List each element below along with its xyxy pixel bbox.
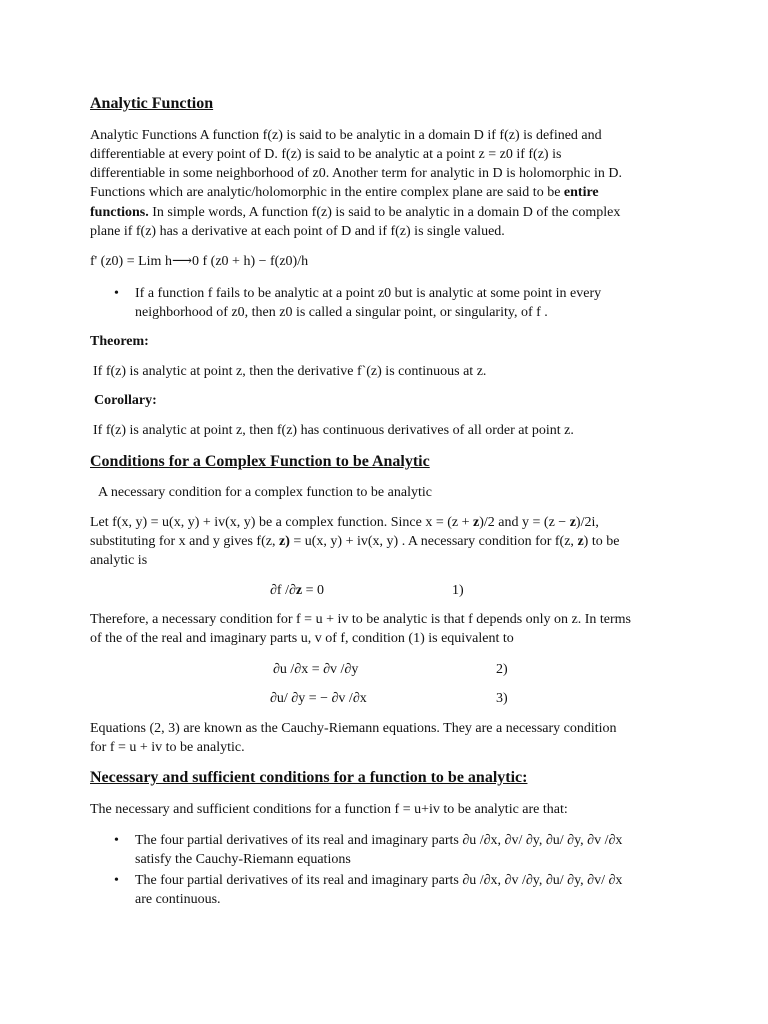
equation-1-number: 1) — [452, 583, 464, 598]
bold-z: z — [569, 515, 576, 530]
paragraph-line: Equations (2, 3) are known as the Cauchy-Riemann equations. They are a necessary condition — [90, 721, 617, 736]
text-span: = u(x, y) + iv(x, y) . A necessary condition for f(z, — [289, 534, 578, 549]
paragraph-line — [90, 513, 599, 532]
paragraph-line: Therefore, a necessary condition for f = u + iv to be analytic is that f depends only on z. In terms — [90, 612, 632, 627]
bullet-icon: • — [114, 286, 119, 301]
paragraph-line: plane if f(z) has a derivative at each point of D and if f(z) is single valued. — [90, 224, 505, 239]
bold-z: z — [295, 583, 303, 598]
text-span: )/2i, — [575, 515, 599, 530]
bullet-icon: • — [114, 833, 119, 848]
equation-3: ∂u/ ∂y = − ∂v /∂x — [270, 691, 367, 706]
bullet-line: The four partial derivatives of its real and imaginary parts ∂u /∂x, ∂v /∂y, ∂u/ ∂y, ∂v/ ∂x — [135, 873, 623, 888]
equation-2: ∂u /∂x = ∂v /∂y — [273, 662, 359, 677]
section-title-analytic-function: Analytic Function — [90, 95, 214, 112]
bold-z: z) — [278, 534, 290, 549]
paragraph-line — [90, 183, 599, 202]
paragraph-line: differentiable in some neighborhood of z0. Another term for analytic in D is holomorphic in D. — [90, 166, 623, 181]
equation-3-number: 3) — [496, 691, 508, 706]
equation-1 — [270, 581, 324, 600]
bold-z: z — [473, 515, 480, 530]
corollary-text: If f(z) is analytic at point z, then f(z) has continuous derivatives of all order at point z. — [93, 423, 574, 438]
paragraph-line — [90, 532, 619, 551]
text-span: Let f(x, y) = u(x, y) + iv(x, y) be a complex function. Since x = (z + — [90, 515, 474, 530]
text-span: In simple words, A function f(z) is said to be analytic in a domain D of the complex — [148, 205, 621, 220]
theorem-label: Theorem: — [90, 334, 149, 349]
bullet-icon: • — [114, 873, 119, 888]
text-span: Functions which are analytic/holomorphic in the entire complex plane are said to be — [90, 185, 564, 200]
paragraph-line: of the of the real and imaginary parts u, v of f, condition (1) is equivalent to — [90, 631, 514, 646]
text-span: substituting for x and y gives f(z, — [90, 534, 279, 549]
section-intro: A necessary condition for a complex function to be analytic — [98, 485, 432, 500]
paragraph-line: Analytic Functions A function f(z) is said to be analytic in a domain D if f(z) is defined and — [90, 128, 602, 143]
section-title-necessary-sufficient: Necessary and sufficient conditions for a function to be analytic: — [90, 769, 528, 786]
bold-z: z — [577, 534, 584, 549]
text-span: ) to be — [583, 534, 620, 549]
text-span: ∂f /∂ — [270, 583, 296, 598]
section-intro: The necessary and sufficient conditions for a function f = u+iv to be analytic are that: — [90, 802, 568, 817]
bullet-line: satisfy the Cauchy-Riemann equations — [135, 852, 351, 867]
equation-2-number: 2) — [496, 662, 508, 677]
bullet-line: If a function f fails to be analytic at a point z0 but is analytic at some point in every — [135, 286, 602, 301]
section-title-conditions: Conditions for a Complex Function to be Analytic — [90, 453, 430, 470]
paragraph-line: for f = u + iv to be analytic. — [90, 740, 245, 755]
bullet-line: are continuous. — [135, 892, 221, 907]
corollary-label: Corollary: — [94, 393, 157, 408]
theorem-text: If f(z) is analytic at point z, then the derivative f`(z) is continuous at z. — [93, 364, 487, 379]
bold-term-entire: entire — [563, 185, 599, 200]
paragraph-line: differentiable at every point of D. f(z) is said to be analytic at a point z = z0 if f(z) is — [90, 147, 562, 162]
bold-term-functions: functions. — [90, 205, 149, 220]
paragraph-line: analytic is — [90, 553, 148, 568]
derivative-definition: f' (z0) = Lim h⟶0 f (z0 + h) − f(z0)/h — [90, 254, 309, 269]
text-span: )/2 and y = (z − — [479, 515, 570, 530]
text-span: = 0 — [302, 583, 325, 598]
bullet-line: The four partial derivatives of its real and imaginary parts ∂u /∂x, ∂v/ ∂y, ∂u/ ∂y, ∂v /∂x — [135, 833, 623, 848]
bullet-line: neighborhood of z0, then z0 is called a singular point, or singularity, of f . — [135, 305, 548, 320]
paragraph-line — [90, 203, 620, 222]
